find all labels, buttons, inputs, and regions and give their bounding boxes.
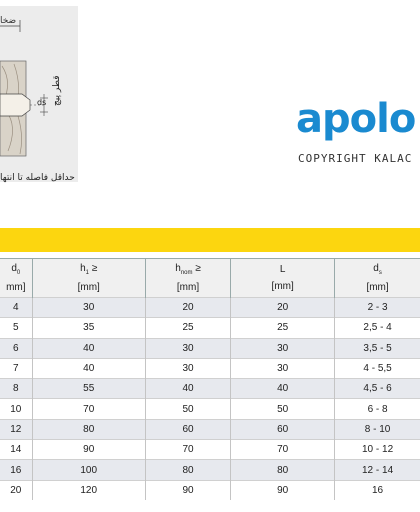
- spec-table-header: [0, 259, 420, 298]
- table-cell: 70: [32, 399, 145, 419]
- table-row: [0, 419, 420, 439]
- diagram-side-label: قطر پیچ: [52, 75, 62, 106]
- table-cell: 60: [231, 419, 335, 439]
- table-row: [0, 379, 420, 399]
- table-cell: 30: [231, 358, 335, 378]
- spec-table: [0, 258, 420, 500]
- diagram-dimension-label: ضخا: [0, 16, 17, 26]
- table-row: [0, 358, 420, 378]
- table-cell: 30: [145, 338, 230, 358]
- table-cell: 30: [231, 338, 335, 358]
- table-cell: 30: [145, 358, 230, 378]
- col-header-ds: $d_s$ [mm]: [335, 259, 420, 298]
- table-cell: 8: [0, 379, 32, 399]
- anchor-cross-section: [0, 6, 78, 182]
- table-cell: 50: [231, 399, 335, 419]
- table-cell: 90: [32, 440, 145, 460]
- table-cell: 80: [32, 419, 145, 439]
- table-cell: 80: [231, 460, 335, 480]
- table-cell: 3,5 - 5: [335, 338, 420, 358]
- table-cell: 25: [231, 318, 335, 338]
- spec-table-body: [0, 298, 420, 500]
- col-header-hnom: $h_{nom}$ ≥ [mm]: [145, 259, 230, 298]
- table-cell: 12: [0, 419, 32, 439]
- table-row: [0, 298, 420, 318]
- table-cell: 60: [145, 419, 230, 439]
- table-cell: 10 - 12: [335, 440, 420, 460]
- table-cell: 12 - 14: [335, 460, 420, 480]
- table-cell: 6 - 8: [335, 399, 420, 419]
- table-cell: 50: [145, 399, 230, 419]
- table-cell: 70: [231, 440, 335, 460]
- table-row: [0, 480, 420, 500]
- copyright-text: COPYRIGHT KALAC: [298, 152, 413, 165]
- table-cell: 80: [145, 460, 230, 480]
- table-cell: 16: [0, 460, 32, 480]
- table-cell: 40: [32, 358, 145, 378]
- table-cell: 16: [335, 480, 420, 500]
- table-cell: 8 - 10: [335, 419, 420, 439]
- header-band: [0, 228, 420, 252]
- col-header-h1: $h_1$ ≥ [mm]: [32, 259, 145, 298]
- table-cell: 14: [0, 440, 32, 460]
- table-cell: 90: [231, 480, 335, 500]
- table-cell: 30: [32, 298, 145, 318]
- table-row: [0, 318, 420, 338]
- table-cell: 2 - 3: [335, 298, 420, 318]
- table-cell: 40: [32, 338, 145, 358]
- table-row: [0, 440, 420, 460]
- table-cell: 40: [145, 379, 230, 399]
- col-header-l: L [mm]: [231, 259, 335, 298]
- table-cell: 100: [32, 460, 145, 480]
- table-cell: 90: [145, 480, 230, 500]
- table-cell: 10: [0, 399, 32, 419]
- table-cell: 7: [0, 358, 32, 378]
- table-cell: 4,5 - 6: [335, 379, 420, 399]
- apolo-logo: apolo: [296, 96, 416, 142]
- table-cell: 2,5 - 4: [335, 318, 420, 338]
- table-cell: 25: [145, 318, 230, 338]
- col-header-d0: $d_0$ mm]: [0, 259, 32, 298]
- table-cell: 4: [0, 298, 32, 318]
- table-row: [0, 399, 420, 419]
- table-cell: 5: [0, 318, 32, 338]
- table-cell: 20: [231, 298, 335, 318]
- table-cell: 4 - 5,5: [335, 358, 420, 378]
- diagram-caption: حداقل فاصله تا انتها: [0, 173, 75, 183]
- table-cell: 20: [145, 298, 230, 318]
- table-cell: 55: [32, 379, 145, 399]
- table-row: [0, 460, 420, 480]
- table-cell: 40: [231, 379, 335, 399]
- table-cell: 70: [145, 440, 230, 460]
- table-row: [0, 338, 420, 358]
- diagram-ds-label: ds: [37, 98, 47, 107]
- table-cell: 6: [0, 338, 32, 358]
- table-cell: 35: [32, 318, 145, 338]
- table-cell: 20: [0, 480, 32, 500]
- anchor-diagram: [0, 6, 78, 182]
- table-cell: 120: [32, 480, 145, 500]
